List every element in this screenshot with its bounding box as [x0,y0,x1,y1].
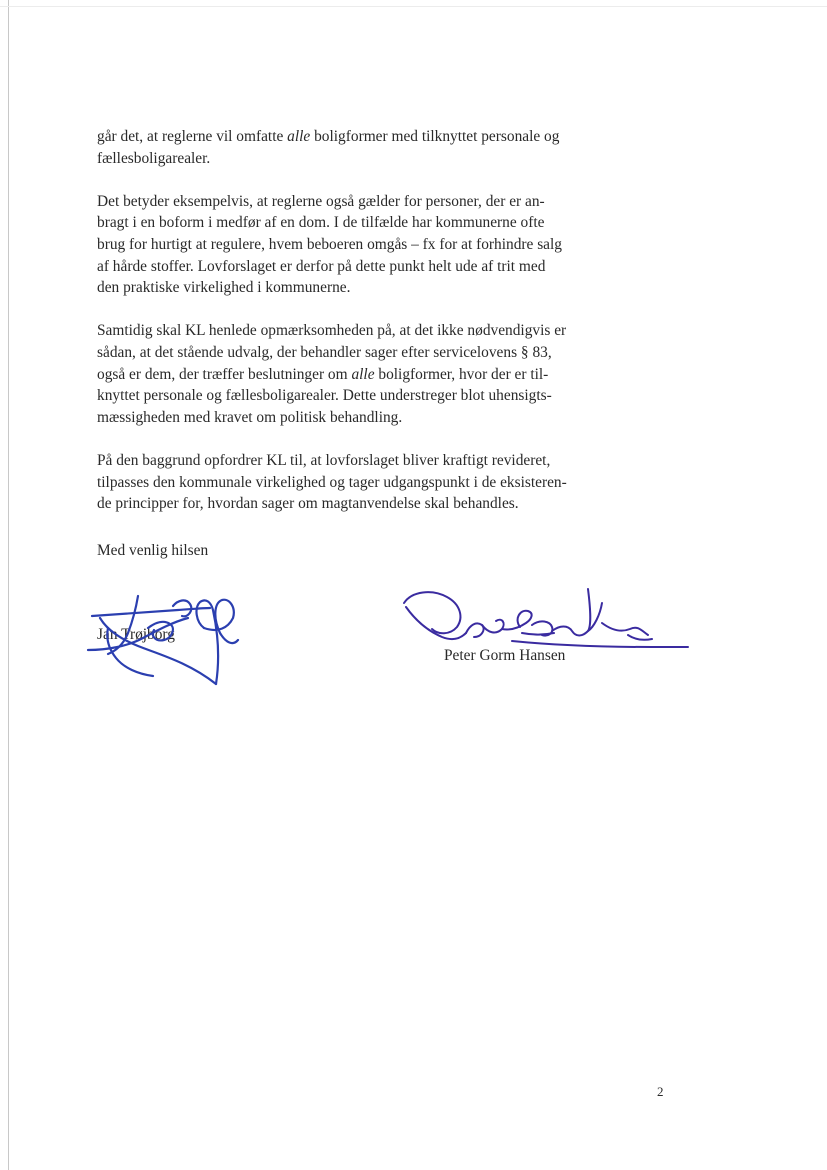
paragraph [97,126,627,169]
text-line: sådan, at det stående udvalg, der behandler sager efter servicelovens § 83, [97,343,552,361]
text-segment: boligformer med tilknyttet personale og [310,128,560,145]
signature-ink-2 [402,585,692,665]
text-line: På den baggrund opfordrer KL til, at lovforslaget bliver kraftigt revideret, [97,451,551,469]
text-segment: også er dem, der træffer beslutninger om [97,365,352,383]
text-line: af hårde stoffer. Lovforslaget er derfor på dette punkt helt ude af trit med [97,257,546,275]
text-line: brug for hurtigt at regulere, hvem beboeren omgås – fx for at forhindre salg [97,235,562,253]
text-line: Samtidig skal KL henlede opmærksomheden på, at det ikke nødvendigvis er [97,322,567,340]
handwritten-signature-2 [402,585,692,665]
text-line [97,148,627,170]
paragraph [97,191,627,299]
signer-name-2: Peter Gorm Hansen [444,647,566,664]
text-line [97,364,627,386]
text-segment: boligformer, hvor der er til- [374,365,549,383]
signer-name-1: Jan Trøjborg [97,626,175,643]
text-segment: går det, at reglerne vil omfatte [97,128,288,145]
emphasis-alle: alle [287,128,311,145]
paragraph [97,450,627,515]
text-line: knyttet personale og fællesboligarealer. Dette understreger blot uhensigts- [97,387,552,405]
scan-edge [8,0,9,1170]
text-line: den praktiske virkelighed i kommunerne. [97,279,351,297]
letter-body [97,126,627,536]
paragraph [97,320,627,428]
text-line: bragt i en boform i medfør af en dom. I de tilfælde har kommunerne ofte [97,214,545,232]
text-line [97,126,627,148]
text-line: mæssigheden med kravet om politisk behandling. [97,408,403,426]
text-segment: fællesboligarealer. [97,149,211,167]
emphasis-alle: alle [351,365,375,383]
text-line: tilpasses den kommunale virkelighed og tager udgangspunkt i de eksisteren- [97,473,567,491]
text-line: Det betyder eksempelvis, at reglerne også gælder for personer, der er an- [97,192,545,210]
page-number: 2 [657,1084,664,1099]
signature-ink-1 [78,588,248,693]
text-line: de principper for, hvordan sager om magtanvendelse skal behandles. [97,495,519,513]
scan-edge-top [0,6,827,7]
handwritten-signature-1 [78,588,248,693]
closing-salutation: Med venlig hilsen [97,542,209,559]
